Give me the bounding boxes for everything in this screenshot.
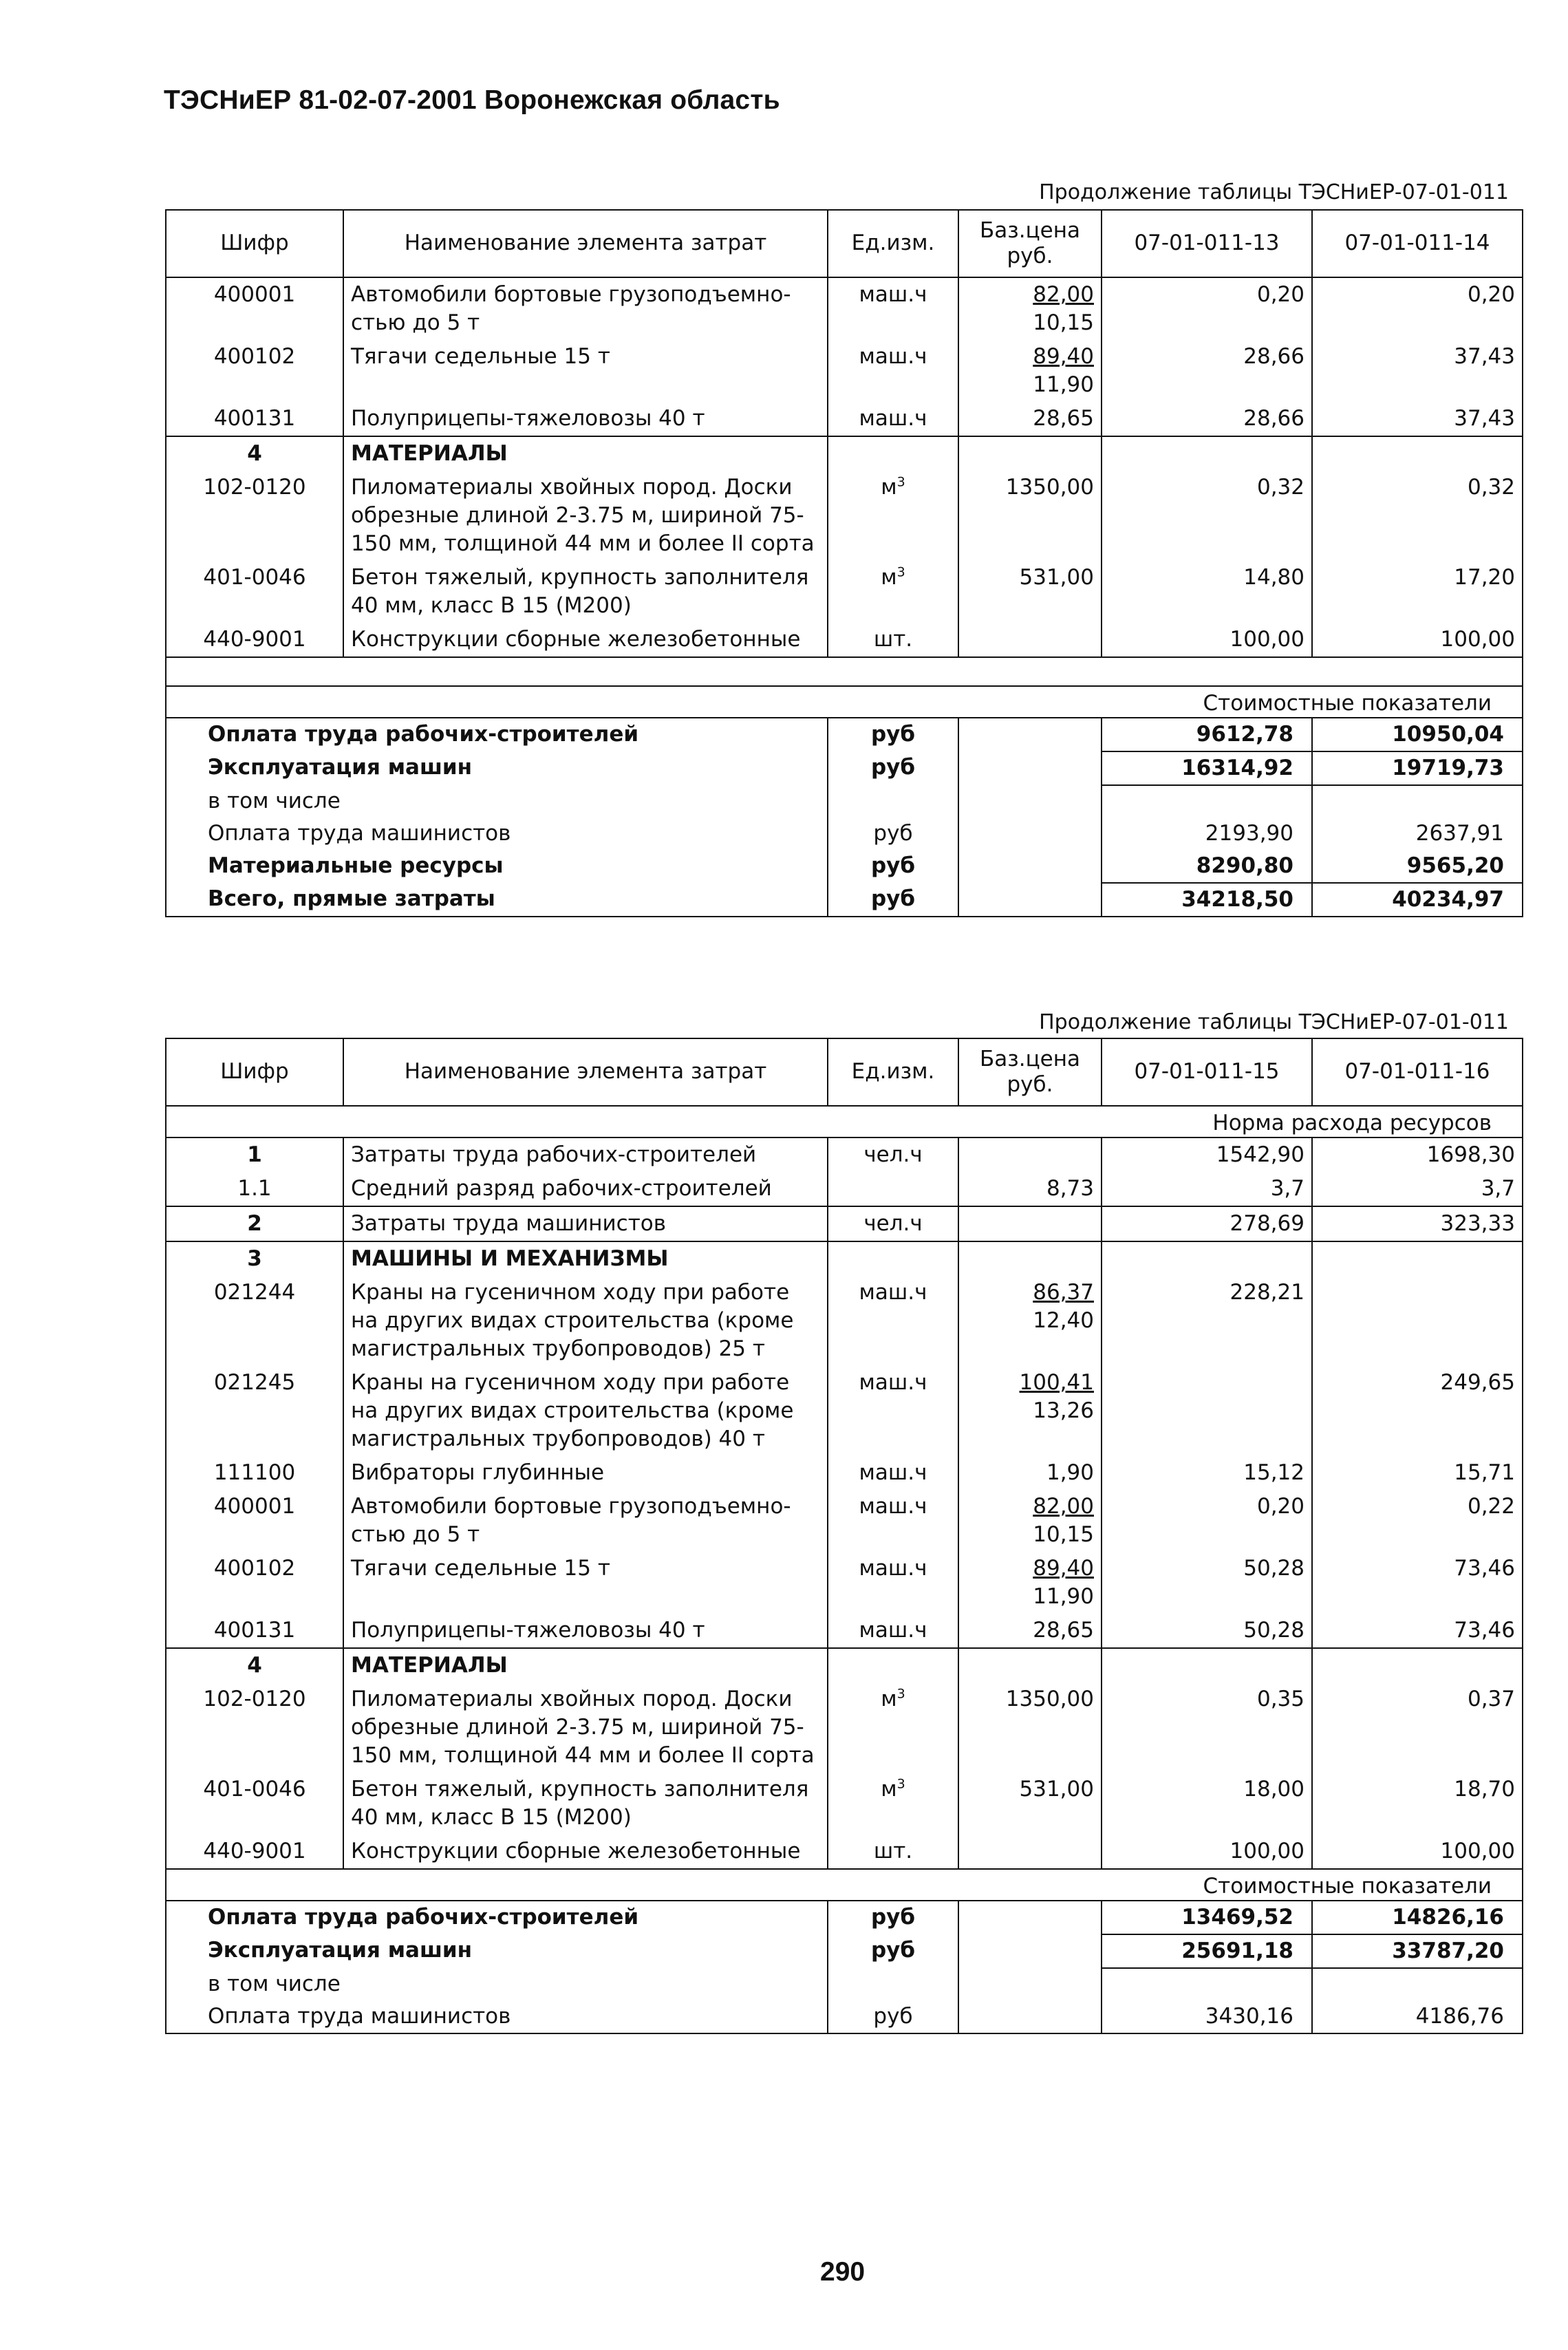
row-value-2: 18,70 (1312, 1773, 1523, 1835)
unit-base: м (881, 565, 897, 590)
row-code: 400102 (166, 1552, 343, 1614)
cost-unit: руб (828, 818, 958, 850)
row-unit: маш.ч (828, 1614, 958, 1648)
row-name: Тягачи седельные 15 т (343, 1552, 828, 1614)
cost-row (166, 2000, 1523, 2033)
cost-value-2: 9565,20 (1312, 850, 1523, 883)
column-header-unit: Ед.изм. (828, 210, 958, 277)
row-name: Пиломатериалы хвойных пород. Доски обрезные длиной 2-3.75 м, шириной 75-150 мм, толщиной 44 мм и более II сорта (343, 471, 828, 561)
section-row-machines (166, 1241, 1523, 1276)
cost-row (166, 850, 1523, 883)
table-row (166, 402, 1523, 436)
row-unit: маш.ч (828, 1552, 958, 1614)
resource-table (165, 209, 1523, 917)
row-value-1: 3,7 (1102, 1172, 1312, 1206)
table-row (166, 1172, 1523, 1206)
row-code: 400131 (166, 1614, 343, 1648)
cost-value-1: 25691,18 (1102, 1934, 1312, 1968)
row-price (958, 1206, 1102, 1241)
table-row (166, 561, 1523, 623)
row-code: 440-9001 (166, 623, 343, 657)
row-name: Бетон тяжелый, крупность заполнителя 40 мм, класс В 15 (М200) (343, 1773, 828, 1835)
row-value-2 (1312, 1276, 1523, 1366)
page-number: 290 (820, 2257, 866, 2287)
row-value-1: 0,35 (1102, 1683, 1312, 1773)
cost-unit (828, 1968, 958, 2000)
price-sub: 11,90 (1033, 372, 1094, 397)
row-name: Средний разряд рабочих-строителей (343, 1172, 828, 1206)
row-unit: шт. (828, 1835, 958, 1869)
table-row (166, 1137, 1523, 1172)
row-code: 102-0120 (166, 1683, 343, 1773)
cost-label: Оплата труда машинистов (166, 2000, 828, 2033)
row-price: 28,65 (958, 402, 1102, 436)
row-price (958, 1835, 1102, 1869)
price-sub: 10,15 (1033, 1522, 1094, 1547)
price-main: 100,41 (1019, 1370, 1094, 1395)
column-header-code: Шифр (166, 1038, 343, 1106)
row-price (958, 623, 1102, 657)
row-price: 531,00 (958, 561, 1102, 623)
cost-label: в том числе (166, 785, 828, 818)
row-price (958, 1552, 1102, 1614)
row-value-2: 1698,30 (1312, 1137, 1523, 1172)
section-code: 4 (166, 436, 343, 471)
row-price: 531,00 (958, 1773, 1102, 1835)
section-code: 3 (166, 1241, 343, 1276)
row-code: 102-0120 (166, 471, 343, 561)
cost-value-1: 34218,50 (1102, 883, 1312, 917)
column-header-norm-2: 07-01-011-14 (1312, 210, 1523, 277)
row-code: 1.1 (166, 1172, 343, 1206)
row-value-2: 0,22 (1312, 1490, 1523, 1552)
row-value-1: 18,00 (1102, 1773, 1312, 1835)
section-title: МАШИНЫ И МЕХАНИЗМЫ (343, 1241, 828, 1276)
column-header-base-price: Баз.цена руб. (958, 1038, 1102, 1106)
row-name: Полуприцепы-тяжеловозы 40 т (343, 402, 828, 436)
row-value-2: 73,46 (1312, 1614, 1523, 1648)
cost-value-1: 9612,78 (1102, 718, 1312, 751)
row-unit: чел.ч (828, 1206, 958, 1241)
row-name: Конструкции сборные железобетонные (343, 623, 828, 657)
column-header-norm-2: 07-01-011-16 (1312, 1038, 1523, 1106)
band-label: Стоимостные показатели (166, 1869, 1523, 1901)
cost-unit: руб (828, 2000, 958, 2033)
row-code: 400001 (166, 1490, 343, 1552)
band-row-empty (166, 657, 1523, 686)
row-value-1: 28,66 (1102, 402, 1312, 436)
row-code: 021244 (166, 1276, 343, 1366)
row-value-2: 15,71 (1312, 1456, 1523, 1490)
cost-row (166, 785, 1523, 818)
row-name: Пиломатериалы хвойных пород. Доски обрезные длиной 2-3.75 м, шириной 75-150 мм, толщиной 44 мм и более II сорта (343, 1683, 828, 1773)
row-name: Бетон тяжелый, крупность заполнителя 40 мм, класс В 15 (М200) (343, 561, 828, 623)
price-sub: 10,15 (1033, 310, 1094, 335)
cost-value-2 (1312, 1968, 1523, 2000)
cost-value-2: 14826,16 (1312, 1901, 1523, 1934)
table-row (166, 623, 1523, 657)
table-row (166, 1276, 1523, 1366)
cost-label: в том числе (166, 1968, 828, 2000)
table-row (166, 1614, 1523, 1648)
row-code: 400102 (166, 340, 343, 402)
row-code: 401-0046 (166, 561, 343, 623)
row-name: Вибраторы глубинные (343, 1456, 828, 1490)
row-value-1: 100,00 (1102, 623, 1312, 657)
unit-base: м (881, 475, 897, 500)
row-price: 1350,00 (958, 471, 1102, 561)
price-sub: 13,26 (1033, 1398, 1094, 1423)
row-name: Краны на гусеничном ходу при работе на других видах строительства (кроме магистральных трубопроводов) 40 т (343, 1366, 828, 1456)
row-code: 440-9001 (166, 1835, 343, 1869)
row-value-2: 323,33 (1312, 1206, 1523, 1241)
resource-table (165, 1038, 1523, 2034)
row-value-2: 37,43 (1312, 402, 1523, 436)
band-label: Стоимостные показатели (166, 686, 1523, 718)
row-unit: маш.ч (828, 402, 958, 436)
table-row (166, 1835, 1523, 1869)
row-value-1: 100,00 (1102, 1835, 1312, 1869)
row-value-1: 1542,90 (1102, 1137, 1312, 1172)
section-title: МАТЕРИАЛЫ (343, 1648, 828, 1683)
section-row-materials (166, 1648, 1523, 1683)
row-value-2: 0,32 (1312, 471, 1523, 561)
row-code: 2 (166, 1206, 343, 1241)
row-price (958, 1490, 1102, 1552)
row-unit (828, 471, 958, 561)
table-continuation-caption: Продолжение таблицы ТЭСНиЕР-07-01-011 (1039, 1010, 1509, 1034)
price-main: 89,40 (1033, 1556, 1094, 1581)
section-row-materials (166, 436, 1523, 471)
cost-value-1: 2193,90 (1102, 818, 1312, 850)
cost-value-1: 8290,80 (1102, 850, 1312, 883)
row-unit (828, 561, 958, 623)
cost-label: Всего, прямые затраты (166, 883, 828, 917)
cost-value-2: 4186,76 (1312, 2000, 1523, 2033)
row-value-1: 28,66 (1102, 340, 1312, 402)
row-code: 400001 (166, 277, 343, 340)
cost-unit: руб (828, 751, 958, 785)
cost-unit: руб (828, 1934, 958, 1968)
row-value-1: 0,20 (1102, 1490, 1312, 1552)
band-row-cost-indicators (166, 1869, 1523, 1901)
column-header-name: Наименование элемента затрат (343, 1038, 828, 1106)
table-row (166, 1773, 1523, 1835)
row-value-2: 3,7 (1312, 1172, 1523, 1206)
row-unit (828, 1773, 958, 1835)
row-value-2: 17,20 (1312, 561, 1523, 623)
page-title: ТЭСНиЕР 81-02-07-2001 Воронежская область (164, 85, 780, 115)
row-value-1: 50,28 (1102, 1614, 1312, 1648)
cost-row (166, 751, 1523, 785)
row-unit: маш.ч (828, 1490, 958, 1552)
row-unit (828, 1172, 958, 1206)
row-unit: чел.ч (828, 1137, 958, 1172)
cost-value-1: 13469,52 (1102, 1901, 1312, 1934)
row-price: 1,90 (958, 1456, 1102, 1490)
row-value-1: 228,21 (1102, 1276, 1312, 1366)
table-row (166, 1683, 1523, 1773)
row-code: 1 (166, 1137, 343, 1172)
section-title: МАТЕРИАЛЫ (343, 436, 828, 471)
row-code: 401-0046 (166, 1773, 343, 1835)
cost-row (166, 818, 1523, 850)
table-row (166, 340, 1523, 402)
unit-exponent: 3 (896, 474, 905, 490)
row-value-1: 0,20 (1102, 277, 1312, 340)
column-header-norm-1: 07-01-011-15 (1102, 1038, 1312, 1106)
row-value-1: 0,32 (1102, 471, 1312, 561)
cost-label: Оплата труда рабочих-строителей (166, 1901, 828, 1934)
row-price (958, 1366, 1102, 1456)
column-header-base-price: Баз.цена руб. (958, 210, 1102, 277)
table-header-row (166, 210, 1523, 277)
cost-label: Эксплуатация машин (166, 1934, 828, 1968)
row-value-2: 37,43 (1312, 340, 1523, 402)
row-value-2: 100,00 (1312, 1835, 1523, 1869)
row-value-1: 14,80 (1102, 561, 1312, 623)
table-row (166, 1206, 1523, 1241)
cost-label: Материальные ресурсы (166, 850, 828, 883)
unit-base: м (881, 1687, 897, 1711)
row-code: 021245 (166, 1366, 343, 1456)
row-value-1: 278,69 (1102, 1206, 1312, 1241)
band-row-resource-norms (166, 1106, 1523, 1137)
row-price (958, 1137, 1102, 1172)
row-name: Автомобили бортовые грузоподъемно-стью до 5 т (343, 277, 828, 340)
cost-value-1: 3430,16 (1102, 2000, 1312, 2033)
row-value-1: 15,12 (1102, 1456, 1312, 1490)
table-row (166, 1490, 1523, 1552)
price-main: 82,00 (1033, 1494, 1094, 1519)
row-name: Затраты труда машинистов (343, 1206, 828, 1241)
column-header-name: Наименование элемента затрат (343, 210, 828, 277)
cost-value-1 (1102, 785, 1312, 818)
table-row (166, 1366, 1523, 1456)
cost-value-2 (1312, 785, 1523, 818)
row-value-2: 249,65 (1312, 1366, 1523, 1456)
row-price: 28,65 (958, 1614, 1102, 1648)
row-price (958, 277, 1102, 340)
cost-value-2: 10950,04 (1312, 718, 1523, 751)
row-name: Тягачи седельные 15 т (343, 340, 828, 402)
cost-unit: руб (828, 718, 958, 751)
cost-unit: руб (828, 850, 958, 883)
price-sub: 11,90 (1033, 1584, 1094, 1609)
column-header-norm-1: 07-01-011-13 (1102, 210, 1312, 277)
cost-row-total (166, 883, 1523, 917)
cost-value-1 (1102, 1968, 1312, 2000)
cost-row (166, 1934, 1523, 1968)
column-header-unit: Ед.изм. (828, 1038, 958, 1106)
table-row (166, 1552, 1523, 1614)
row-price: 8,73 (958, 1172, 1102, 1206)
cost-label: Эксплуатация машин (166, 751, 828, 785)
cost-unit: руб (828, 1901, 958, 1934)
unit-exponent: 3 (896, 1776, 905, 1792)
cost-row (166, 718, 1523, 751)
row-unit: маш.ч (828, 1456, 958, 1490)
row-value-1 (1102, 1366, 1312, 1456)
cost-unit (828, 785, 958, 818)
cost-value-1: 16314,92 (1102, 751, 1312, 785)
cost-unit: руб (828, 883, 958, 917)
cost-row (166, 1901, 1523, 1934)
band-row-cost-indicators (166, 686, 1523, 718)
price-main: 86,37 (1033, 1280, 1094, 1305)
cost-value-2: 19719,73 (1312, 751, 1523, 785)
section-code: 4 (166, 1648, 343, 1683)
row-name: Краны на гусеничном ходу при работе на других видах строительства (кроме магистральных трубопроводов) 25 т (343, 1276, 828, 1366)
cost-row (166, 1968, 1523, 2000)
row-unit: маш.ч (828, 340, 958, 402)
row-unit (828, 1683, 958, 1773)
row-name: Полуприцепы-тяжеловозы 40 т (343, 1614, 828, 1648)
table-header-row (166, 1038, 1523, 1106)
price-main: 89,40 (1033, 344, 1094, 369)
cost-label: Оплата труда машинистов (166, 818, 828, 850)
row-name: Конструкции сборные железобетонные (343, 1835, 828, 1869)
row-code: 400131 (166, 402, 343, 436)
row-unit: маш.ч (828, 277, 958, 340)
row-value-2: 0,37 (1312, 1683, 1523, 1773)
row-value-1: 50,28 (1102, 1552, 1312, 1614)
row-unit: маш.ч (828, 1276, 958, 1366)
table-row (166, 277, 1523, 340)
row-unit: маш.ч (828, 1366, 958, 1456)
unit-exponent: 3 (896, 1686, 905, 1702)
row-name: Затраты труда рабочих-строителей (343, 1137, 828, 1172)
row-unit: шт. (828, 623, 958, 657)
row-price: 1350,00 (958, 1683, 1102, 1773)
table-continuation-caption: Продолжение таблицы ТЭСНиЕР-07-01-011 (1039, 180, 1509, 204)
row-code: 111100 (166, 1456, 343, 1490)
row-value-2: 100,00 (1312, 623, 1523, 657)
unit-exponent: 3 (896, 564, 905, 580)
price-main: 82,00 (1033, 282, 1094, 307)
column-header-code: Шифр (166, 210, 343, 277)
table-row (166, 1456, 1523, 1490)
row-value-2: 0,20 (1312, 277, 1523, 340)
cost-label: Оплата труда рабочих-строителей (166, 718, 828, 751)
unit-base: м (881, 1777, 897, 1802)
table-row (166, 471, 1523, 561)
row-value-2: 73,46 (1312, 1552, 1523, 1614)
price-sub: 12,40 (1033, 1308, 1094, 1333)
cost-value-2: 2637,91 (1312, 818, 1523, 850)
band-label: Норма расхода ресурсов (166, 1106, 1523, 1137)
row-price (958, 340, 1102, 402)
row-name: Автомобили бортовые грузоподъемно-стью до 5 т (343, 1490, 828, 1552)
cost-value-2: 33787,20 (1312, 1934, 1523, 1968)
row-price (958, 1276, 1102, 1366)
cost-value-2: 40234,97 (1312, 883, 1523, 917)
